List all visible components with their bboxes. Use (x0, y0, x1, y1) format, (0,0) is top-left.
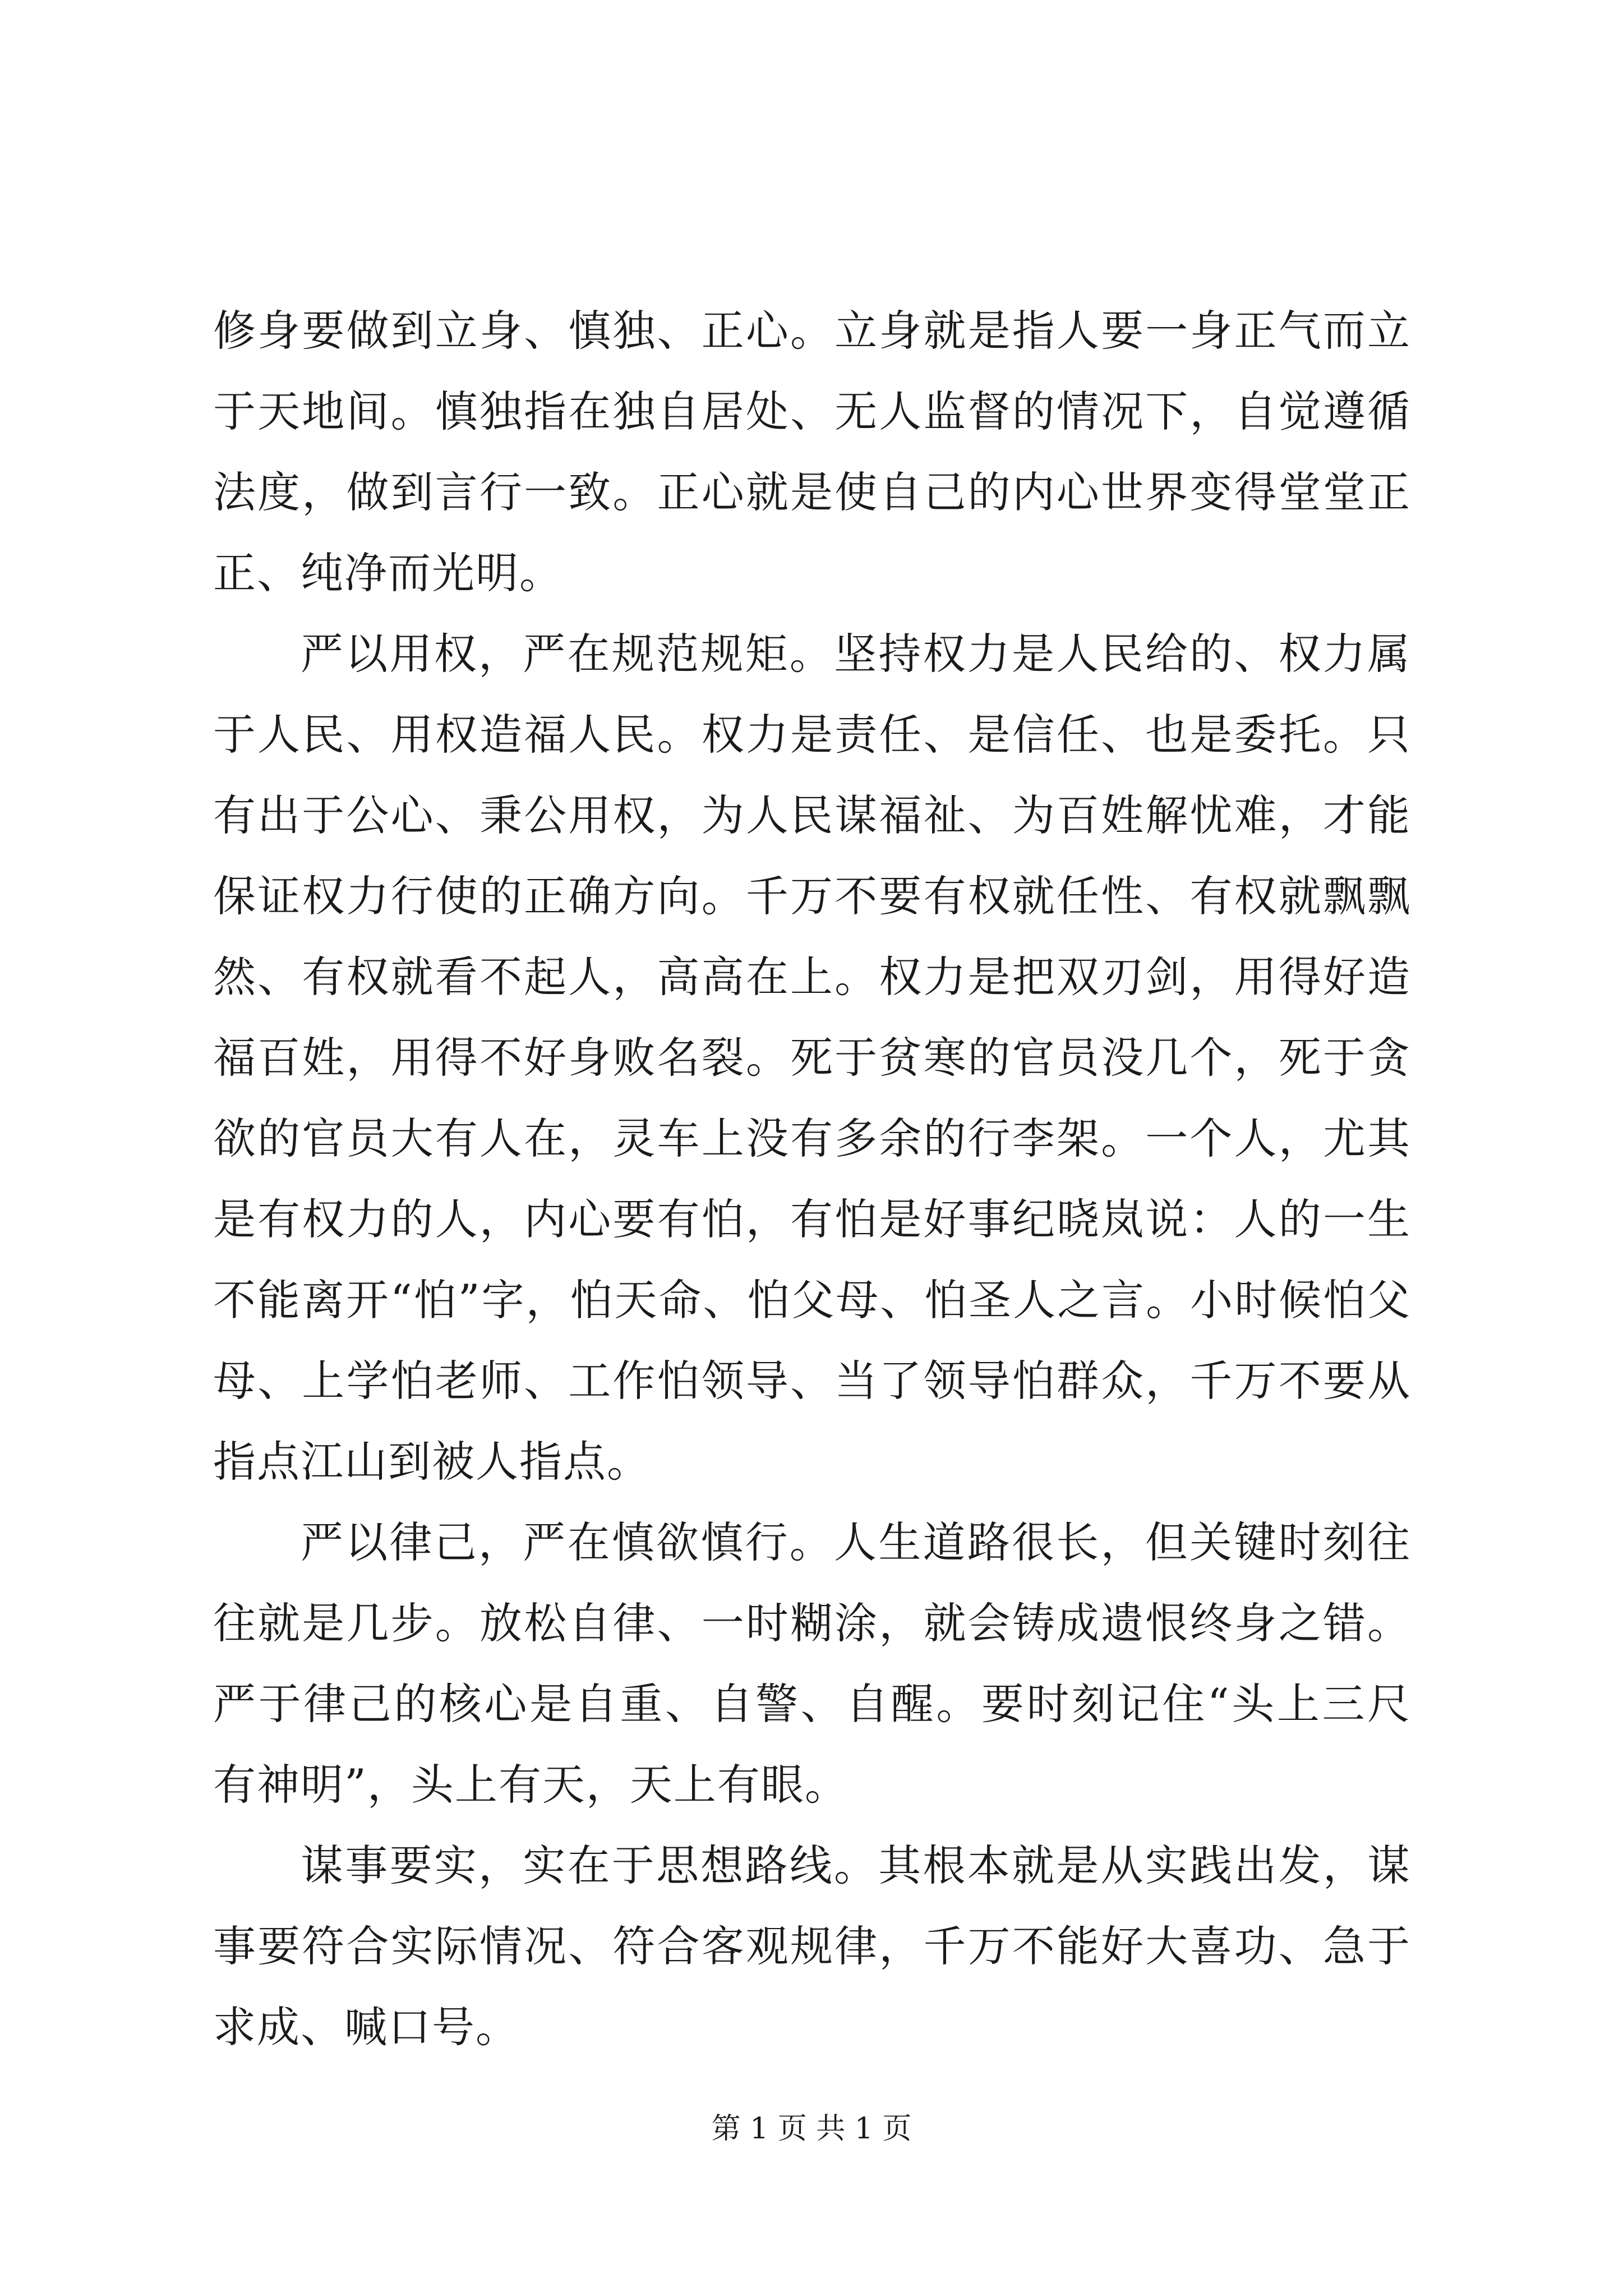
paragraph-use-of-power: 严以用权，严在规范规矩。坚持权力是人民给的、权力属于人民、用权造福人民。权力是责任、是信任、也是委托。只有出于公心、秉公用权，为人民谋福祉、为百姓解忧难，才能保证权力行使的正确方向。千万不要有权就任性、有权就飘飘然、有权就看不起人，高高在上。权力是把双刃剑，用得好造福百姓，用得不好身败名裂。死于贫寒的官员没几个，死于贪欲的官员大有人在，灵车上没有多余的行李架。一个人，尤其是有权力的人，内心要有怕，有怕是好事纪晓岚说：人的一生不能离开“怕”字，怕天命、怕父母、怕圣人之言。小时候怕父母、上学怕老师、工作怕领导、当了领导怕群众，千万不要从指点江山到被人指点。 (213, 629, 1411, 1487)
page-footer: 第 1 页 共 1 页 (711, 2112, 912, 2146)
paragraph-practical-planning: 谋事要实，实在于思想路线。其根本就是从实践出发，谋事要符合实际情况、符合客观规律，千万不能好大喜功、急于求成、喊口号。 (213, 1841, 1411, 2052)
paragraph-self-cultivation: 修身要做到立身、慎独、正心。立身就是指人要一身正气而立于天地间。慎独指在独自居处、无人监督的情况下，自觉遵循法度，做到言行一致。正心就是使自己的内心世界变得堂堂正正、纯净而光明。 (213, 306, 1411, 598)
paragraph-self-discipline: 严以律己，严在慎欲慎行。人生道路很长，但关键时刻往往就是几步。放松自律、一时糊涂，就会铸成遗恨终身之错。严于律己的核心是自重、自警、自醒。要时刻记住“头上三尺有神明”，头上有天，天上有眼。 (213, 1517, 1411, 1810)
document-body (213, 291, 1411, 2068)
